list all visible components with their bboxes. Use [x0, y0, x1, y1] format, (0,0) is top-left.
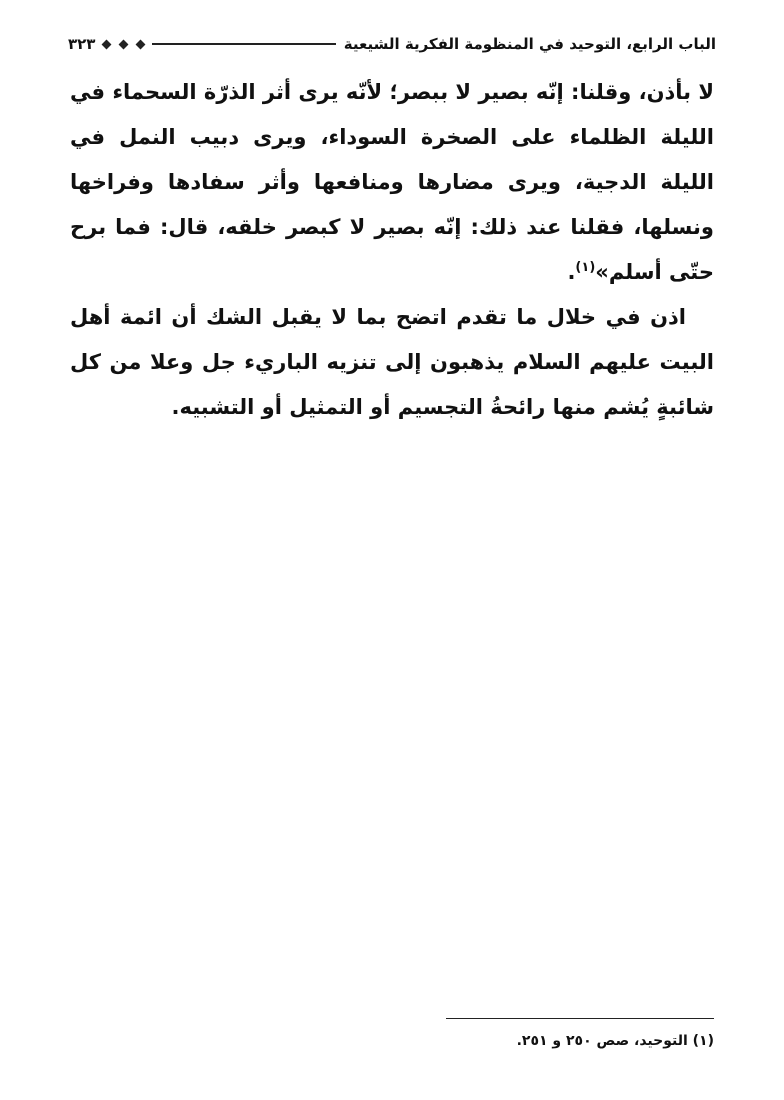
paragraph-1-end: . [567, 260, 576, 284]
footnote-separator [446, 1018, 714, 1019]
header-ornament [103, 41, 144, 48]
paragraph-1-text: لا بأذن، وقلنا: إنّه بصير لا ببصر؛ لأنّه يرى أثر الذرّة السحماء في الليلة الظلماء على الصخرة السوداء، ويرى دبيب النمل في الليلة الدجية، ويرى مضارها ومنافعها وأثر سفادها وفراخها ونسلها، فقلنا عند ذلك: إنّه بصير لا كبصر خلقه، قال: فما برح حتّى أسلم» [70, 80, 714, 284]
paragraph-1 [70, 70, 714, 295]
page-body [70, 70, 714, 430]
header-rule [152, 43, 335, 45]
diamond-icon [136, 39, 146, 49]
diamond-icon [102, 39, 112, 49]
diamond-icon [119, 39, 129, 49]
chapter-title: الباب الرابع، التوحيد في المنظومة الفكرية الشيعية [343, 35, 716, 53]
paragraph-2: اذن في خلال ما تقدم اتضح بما لا يقبل الشك أن ائمة أهل البيت عليهم السلام يذهبون إلى تنزيه الباريء جل وعلا من كل شائبةٍ يُشم منها رائحةُ التجسيم أو التمثيل أو التشبيه. [70, 305, 714, 419]
page-number: ٣٢٣ [68, 35, 96, 53]
footnote: (١) التوحيد، صص ٢٥٠ و ٢٥١. [516, 1033, 714, 1049]
footnote-marker[interactable]: (١) [575, 260, 596, 275]
running-header [68, 30, 716, 58]
